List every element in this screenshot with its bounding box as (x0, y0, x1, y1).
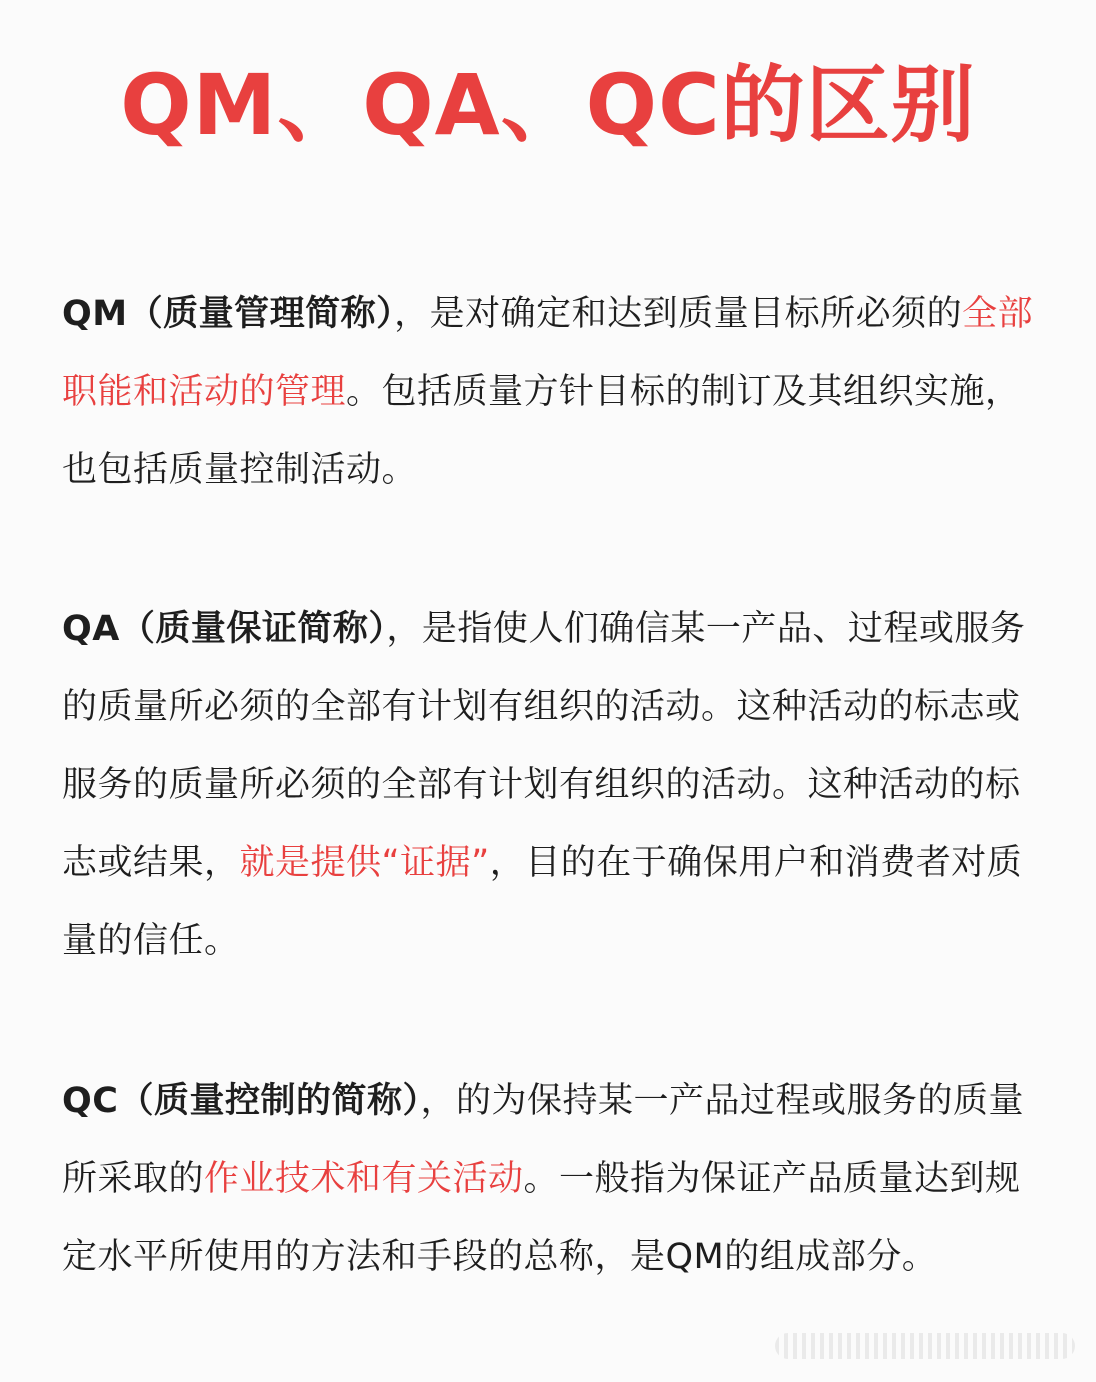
watermark (775, 1333, 1075, 1359)
qa-text-1: ，是指使人们确信某一产品、过程或服务的质量所必须的全部有计划有组织的活动。这种活动的标志或服务的质量所必须的全部有计划有组织的活动。这种活动的标志或结果， (62, 609, 1026, 883)
qm-highlight: 全部职能和活动的管理 (62, 294, 1034, 412)
qa-paragraph (62, 590, 1047, 980)
qc-highlight: 作业技术和有关活动 (204, 1159, 524, 1199)
qm-term: QM（质量管理简称） (62, 294, 395, 334)
qc-text-1: ，的为保持某一产品过程或服务的质量所采取的 (62, 1081, 1024, 1199)
qc-paragraph (62, 1062, 1047, 1296)
page-title: QM、QA、QC的区别 (120, 56, 976, 154)
qa-highlight: 就是提供“证据” (239, 843, 490, 883)
qa-term: QA（质量保证简称） (62, 609, 387, 649)
qc-text-2: 。一般指为保证产品质量达到规定水平所使用的方法和手段的总称，是QM的组成部分。 (62, 1159, 1021, 1277)
qm-text-2: 。包括质量方针目标的制订及其组织实施，也包括质量控制活动。 (62, 372, 1021, 490)
qm-text-1: ，是对确定和达到质量目标所必须的 (394, 294, 963, 334)
qa-text-2: ，目的在于确保用户和消费者对质量的信任。 (62, 843, 1023, 961)
qc-term: QC（质量控制的简称） (62, 1081, 421, 1121)
qm-paragraph (62, 275, 1047, 509)
